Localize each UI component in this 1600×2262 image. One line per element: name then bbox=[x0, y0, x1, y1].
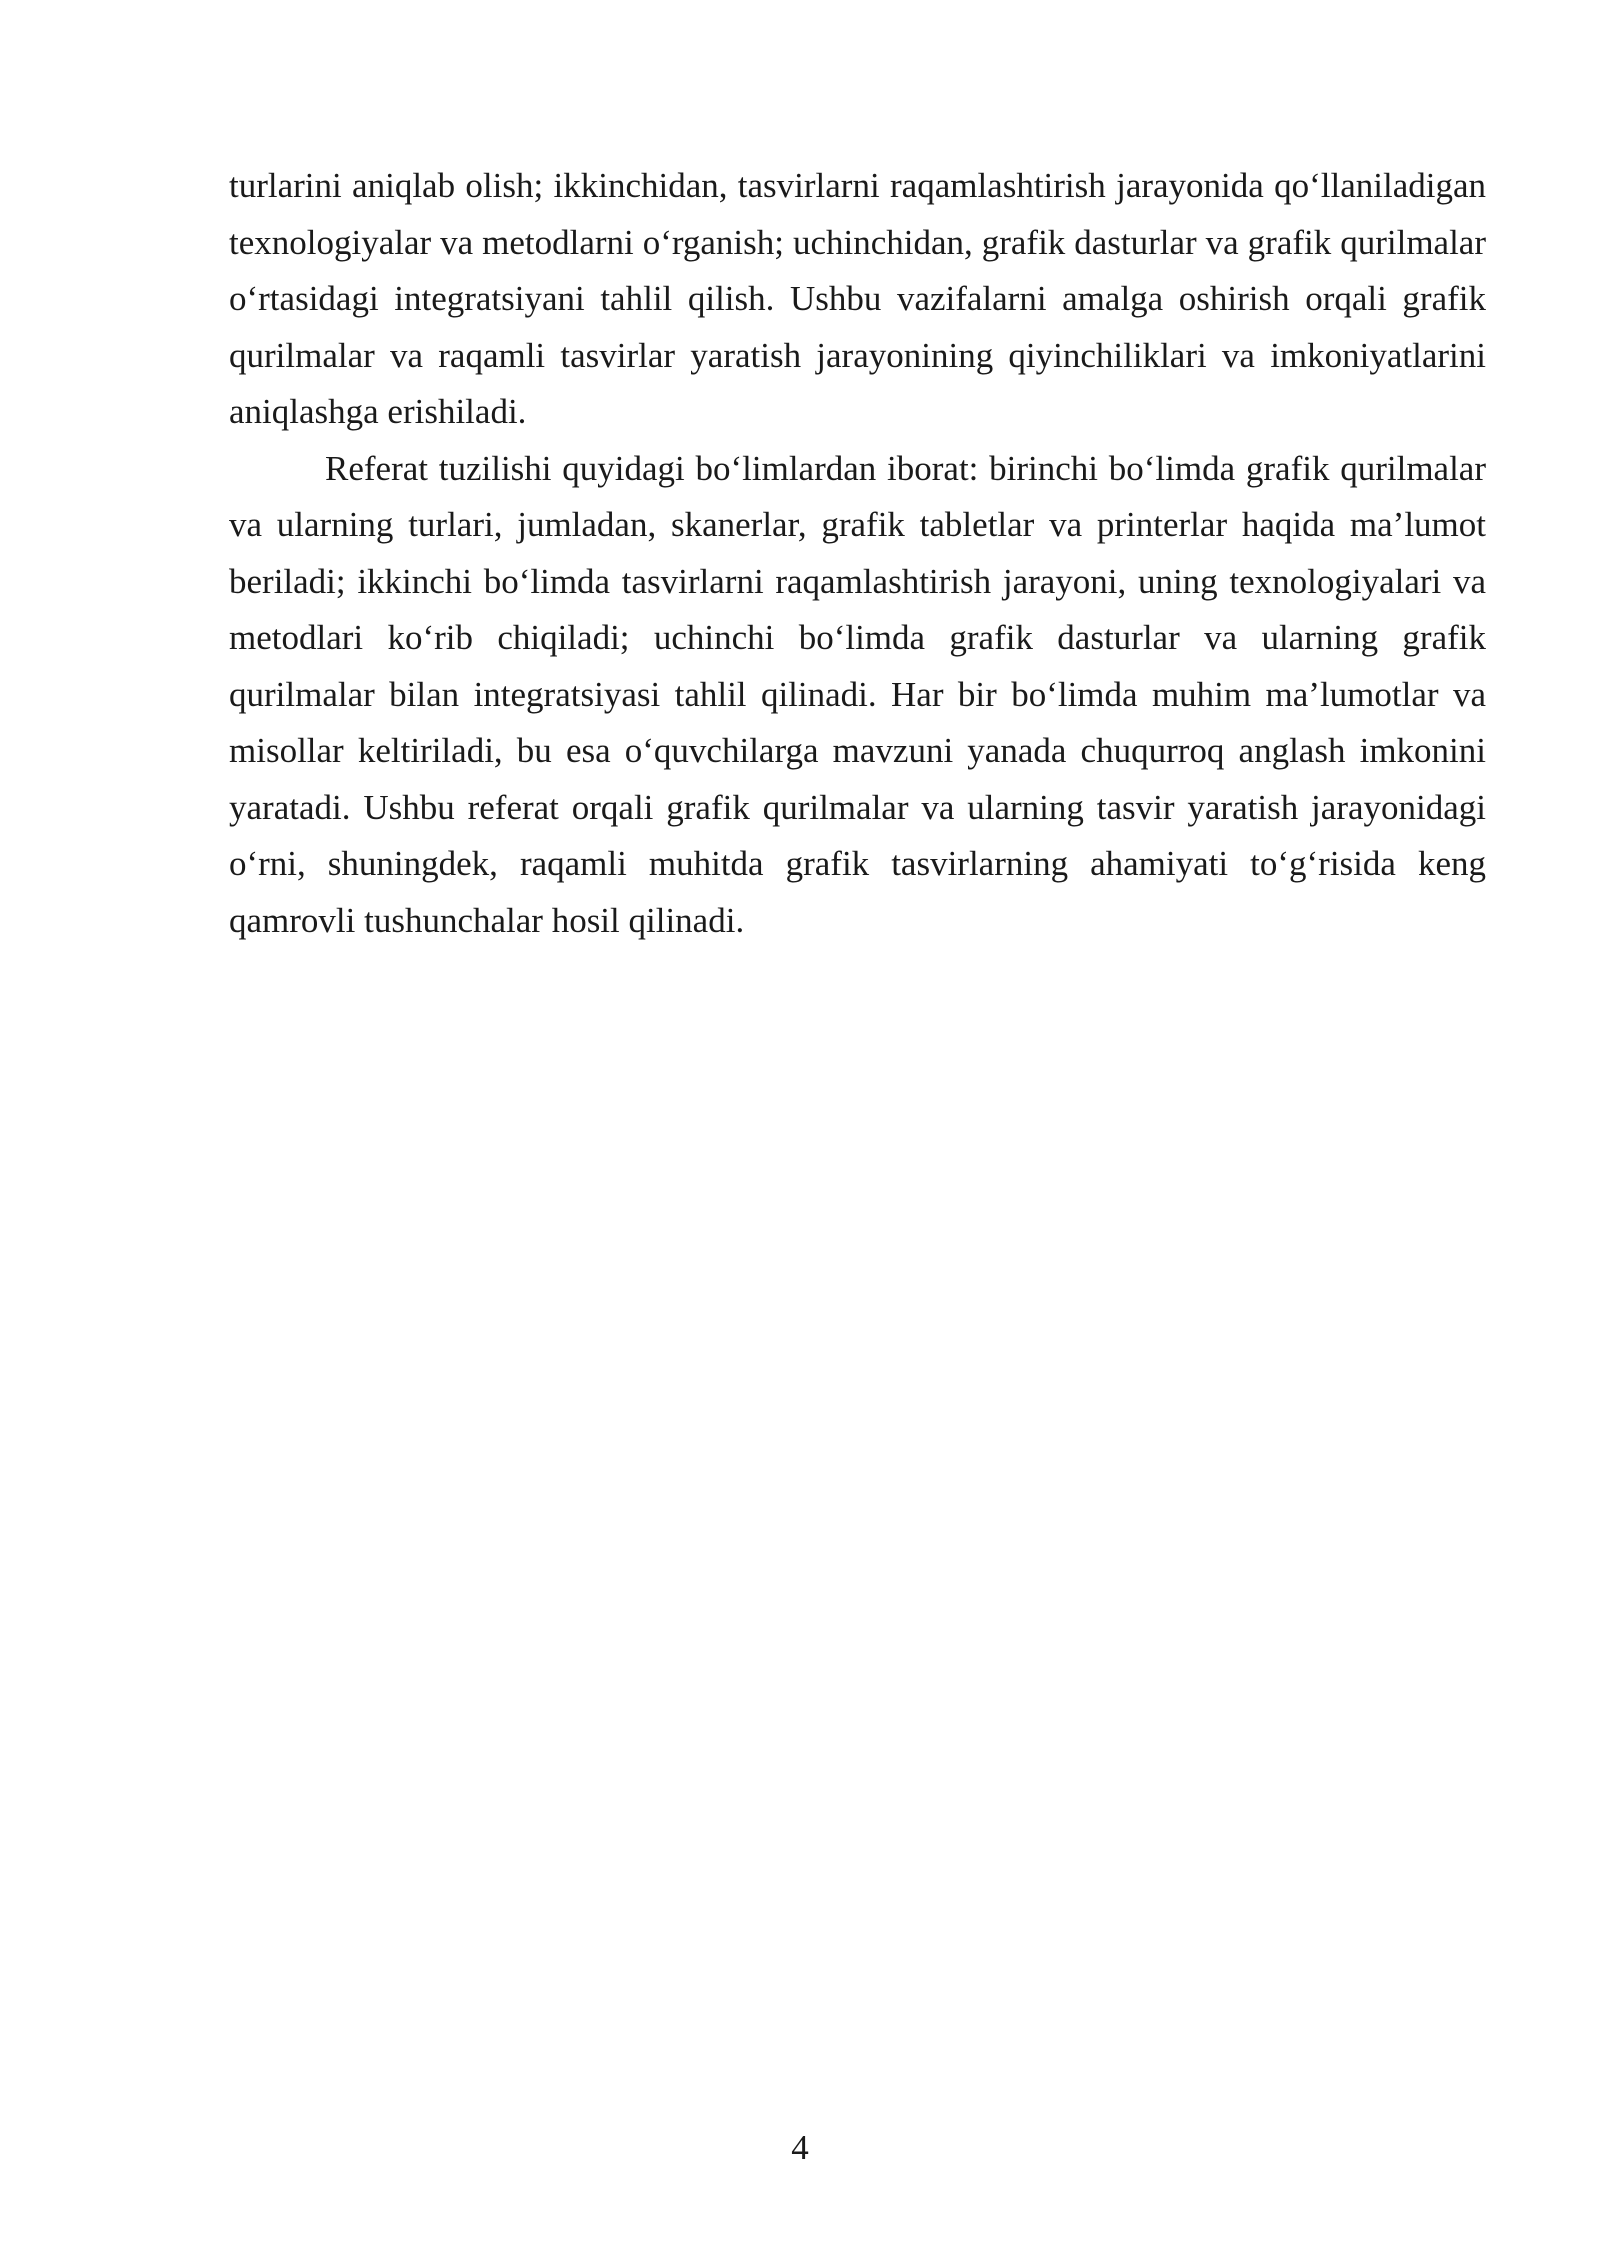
page-number: 4 bbox=[791, 2128, 809, 2167]
paragraph-report-structure: Referat tuzilishi quyidagi bo‘limlardan iborat: birinchi bo‘limda grafik qurilmalar va ularning turlari, jumladan, skanerlar, grafik tabletlar va printerlar haqida ma’lumot beriladi; ikkinchi bo‘limda tasvirlarni raqamlashtirish jarayoni, uning texnologiyalari va metodlari ko‘rib chiqiladi; uchinchi bo‘limda grafik dasturlar va ularning grafik qurilmalar bilan integratsiyasi tahlil qilinadi. Har bir bo‘limda muhim ma’lumotlar va misollar keltiriladi, bu esa o‘quvchilarga mavzuni yanada chuqurroq anglash imkonini yaratadi. Ushbu referat orqali grafik qurilmalar va ularning tasvir yaratish jarayonidagi o‘rni, shuningdek, raqamli muhitda grafik tasvirlarning ahamiyati to‘g‘risida keng qamrovli tushunchalar hosil qilinadi. bbox=[229, 448, 1486, 940]
body-text bbox=[229, 158, 1486, 949]
paragraph-tasks-continuation: turlarini aniqlab olish; ikkinchidan, tasvirlarni raqamlashtirish jarayonida qo‘llaniladigan texnologiyalar va metodlarni o‘rganish; uchinchidan, grafik dasturlar va grafik qurilmalar o‘rtasidagi integratsiyani tahlil qilish. Ushbu vazifalarni amalga oshirish orqali grafik qurilmalar va raqamli tasvirlar yaratish jarayonining qiyinchiliklari va imkoniyatlarini aniqlashga erishiladi. bbox=[229, 166, 1486, 431]
